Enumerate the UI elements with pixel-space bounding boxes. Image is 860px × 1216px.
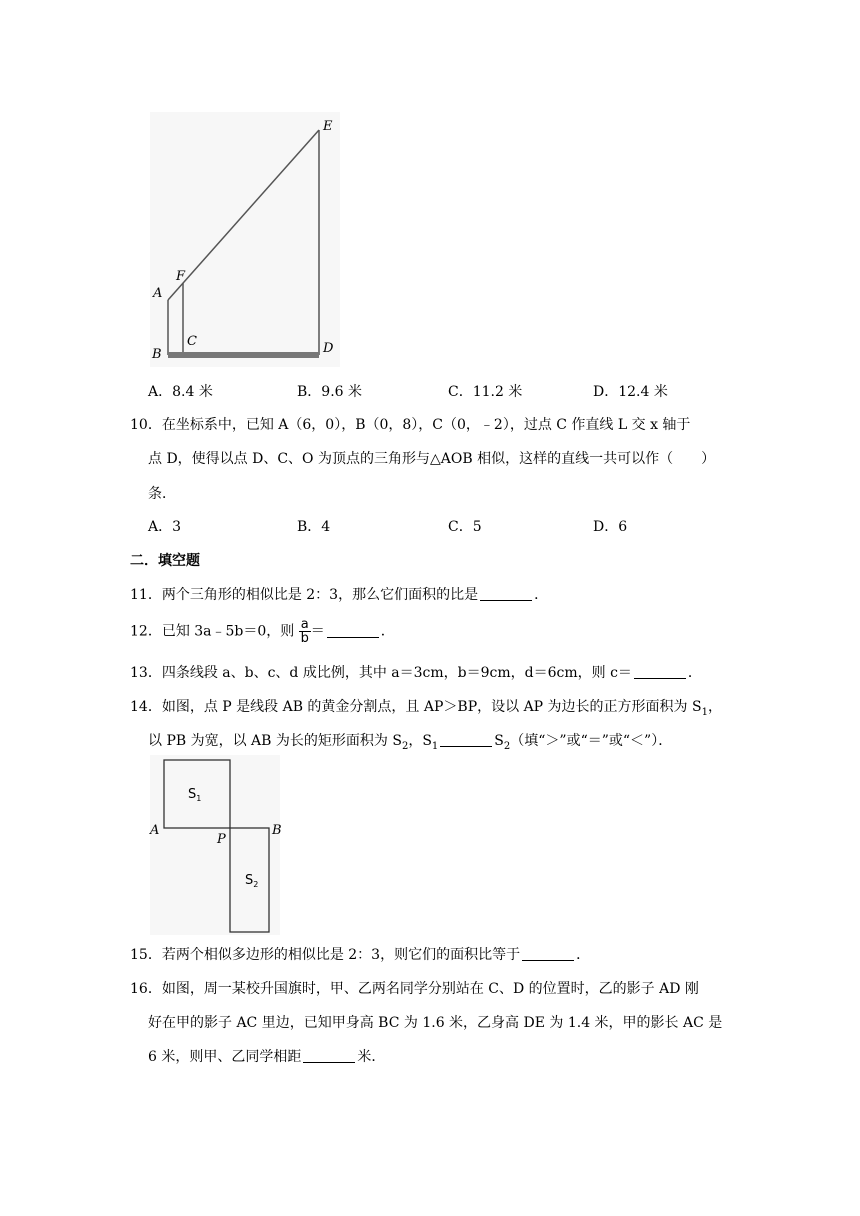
label-P: P [217,832,226,847]
q14-line2-mid: ，S [408,733,432,749]
q15 [130,945,590,965]
q14-line1-sub: 1 [701,706,708,718]
q16-blank [303,1048,355,1063]
q14-line1 [130,697,722,723]
q12-fraction [299,618,311,645]
figure2-background [150,755,280,935]
q13-text: 13．四条线段 a、b、c、d 成比例，其中 a＝3cm，b＝9cm，d＝6cm，则 c＝ [130,665,632,681]
label-A: A [153,286,163,301]
q16-line2: 好在甲的影子 AC 里边，已知甲身高 BC 为 1.6 米，乙身高 DE 为 1.4 米，甲的影长 AC 是 [148,1015,723,1031]
q16-line3 [148,1047,385,1067]
q10-line2: 点 D，使得以点 D、C、O 为顶点的三角形与△AOB 相似，这样的直线一共可以作（ ） [148,451,716,467]
q12-blank [327,623,379,638]
q10-line1: 10．在坐标系中，已知 A（6，0），B（0，8），C（0，﹣2），过点 C 作直线 L 交 x 轴于 [130,417,691,433]
q14-line2-sub3: 2 [503,740,511,752]
label-E: E [323,119,333,134]
q13 [130,663,702,683]
q13-end: ． [687,665,702,681]
q12-text: 12．已知 3a﹣5b＝0，则 [130,623,295,640]
q14-line1-text: 14．如图，点 P 是线段 AB 的黄金分割点，且 AP＞BP，设以 AP 为边长的正方形面积为 S [130,699,702,715]
q14-line2-end: （填“＞”或“＝”或“＜”）． [510,733,673,749]
label-S2: $S_2$ [245,873,259,889]
q11-text: 11．两个三角形的相似比是 2：3，那么它们面积的比是 [130,587,479,603]
q14-blank [440,732,492,747]
q11 [130,585,548,605]
q14-line2 [148,731,672,757]
q12 [130,618,395,645]
q10-option-a: A．3 [148,519,182,535]
q9-option-d: D．12.4 米 [593,384,668,400]
q16-line3-text: 6 米，则甲、乙同学相距 [148,1049,302,1065]
q16-line1: 16．如图，周一某校升国旗时，甲、乙两名同学分别站在 C、D 的位置时，乙的影子 AD 刚 [130,981,699,997]
q14-line2-s: S [494,733,504,749]
q13-blank [634,664,686,679]
q15-blank [522,946,574,961]
figure-golden-section [145,755,285,935]
figure-background [150,112,340,367]
q14-line2-sub2: 2 [401,740,409,752]
q10-option-b: B．4 [297,519,331,535]
q16-line3-end: 米． [357,1049,386,1065]
q14-line1-end: ， [707,699,722,715]
label-S1: $S_1$ [188,787,202,803]
q9-option-c: C．11.2 米 [448,384,523,400]
label-A2: A [150,823,160,838]
label-D: D [323,341,334,356]
q12-equals: ＝ [310,623,325,640]
q12-numerator: a [300,617,309,632]
q9-option-a: A．8.4 米 [148,384,213,400]
q15-text: 15．若两个相似多边形的相似比是 2：3，则它们的面积比等于 [130,947,521,963]
q15-end: ． [576,947,591,963]
q9-option-b: B．9.6 米 [297,384,363,400]
label-B2: B [272,823,282,838]
q11-blank [480,586,532,601]
label-B: B [152,347,162,362]
q10-line3: 条． [148,486,176,502]
q10-option-d: D．6 [593,519,628,535]
q10-option-c: C．5 [448,519,482,535]
ground-BD [168,352,319,358]
q14-line2-text: 以 PB 为宽，以 AB 为长的矩形面积为 S [148,733,402,749]
label-F: F [176,269,186,284]
section-heading: 二．填空题 [130,553,200,569]
label-C: C [187,334,197,349]
q14-line2-sub1: 1 [431,740,439,752]
q12-end: ． [380,623,395,640]
q12-denominator: b [300,631,309,646]
figure-similar-triangles [145,112,345,367]
q11-end: ． [534,587,549,603]
